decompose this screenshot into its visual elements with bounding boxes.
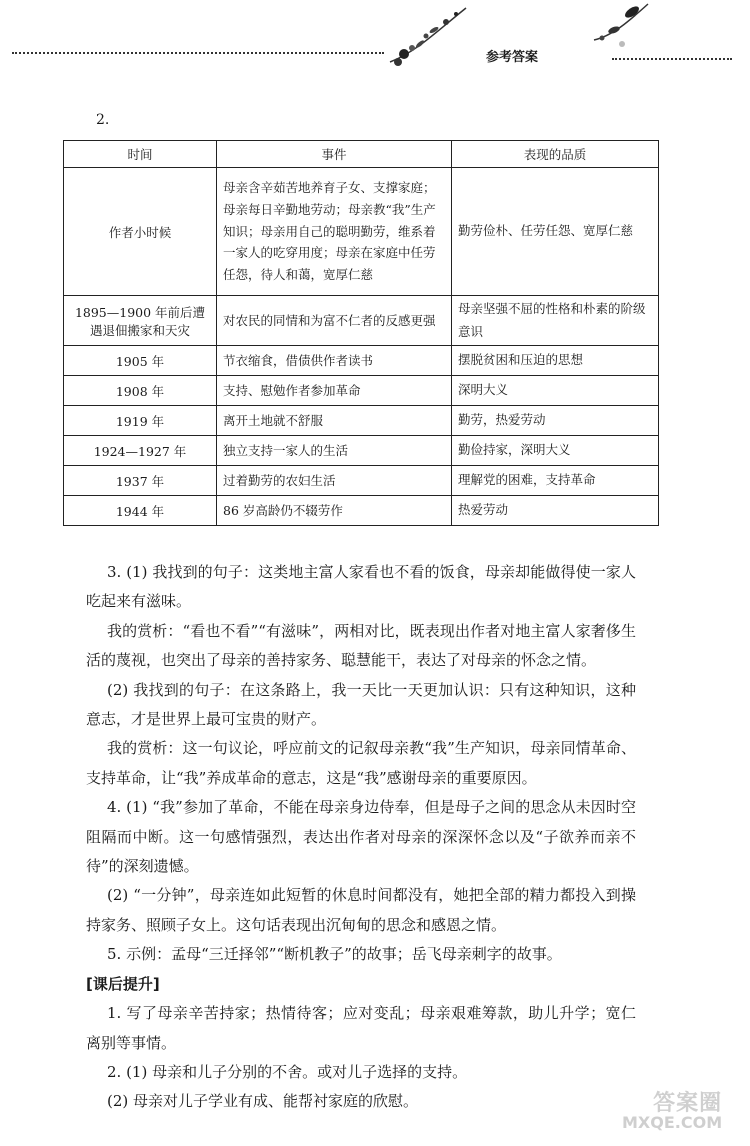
table-row — [64, 436, 659, 466]
header-event: 事件 — [217, 141, 452, 168]
table-row — [64, 376, 659, 406]
watermark-line2: MXQE.COM — [622, 1113, 723, 1132]
time-cell: 作者小时候 — [64, 168, 217, 296]
table-row — [64, 168, 659, 296]
table-row — [64, 406, 659, 436]
answer-paragraph: 2. (1) 母亲和儿子分别的不舍。或对儿子选择的支持。 — [107, 1062, 468, 1081]
event-cell: 独立支持一家人的生活 — [217, 436, 452, 466]
watermark-line1: 答案圈 — [653, 1091, 723, 1116]
header-time: 时间 — [64, 141, 217, 168]
quality-cell: 深明大义 — [452, 376, 659, 406]
quality-cell: 热爱劳动 — [452, 496, 659, 526]
event-cell: 节衣缩食，借债供作者读书 — [217, 346, 452, 376]
question-number: 2. — [96, 112, 110, 128]
section-heading: [课后提升] — [86, 974, 160, 993]
quality-cell: 勤劳，热爱劳动 — [452, 406, 659, 436]
answer-paragraph: 我的赏析：这一句议论，呼应前文的记叙母亲教“我”生产知识，母亲同情革命、支持革命，让“我”养成革命的意志，这是“我”感谢母亲的重要原因。 — [86, 739, 636, 787]
flower-branch-icon — [386, 2, 476, 72]
time-cell: 1919 年 — [64, 406, 217, 436]
time-cell: 1895—1900 年前后遭遇退佃搬家和天灾 — [64, 296, 217, 346]
table-row — [64, 296, 659, 346]
flower-branch-icon-right — [592, 0, 652, 56]
table-header-row — [64, 141, 659, 168]
answer-paragraph: (2) 母亲对儿子学业有成、能帮衬家庭的欣慰。 — [107, 1092, 419, 1111]
answer-paragraph: 1. 写了母亲辛苦持家；热情待客；应对变乱；母亲艰难筹款，助儿升学；宽仁离别等事情。 — [86, 1004, 636, 1052]
events-table — [63, 140, 659, 526]
time-cell: 1944 年 — [64, 496, 217, 526]
quality-cell: 勤俭持家，深明大义 — [452, 436, 659, 466]
event-cell: 过着勤劳的农妇生活 — [217, 466, 452, 496]
watermark — [622, 1086, 722, 1132]
answer-body — [86, 558, 636, 1117]
time-cell: 1924—1927 年 — [64, 436, 217, 466]
time-cell: 1937 年 — [64, 466, 217, 496]
event-cell: 离开土地就不舒服 — [217, 406, 452, 436]
header-quality: 表现的品质 — [452, 141, 659, 168]
time-cell: 1908 年 — [64, 376, 217, 406]
event-cell: 母亲含辛茹苦地养育子女、支撑家庭；母亲每日辛勤地劳动；母亲教“我”生产知识；母亲用自己的聪明勤劳，维系着一家人的吃穿用度；母亲在家庭中任劳任怨，待人和蔼，宽厚仁慈 — [217, 168, 452, 296]
header-dotted-line — [12, 52, 384, 54]
event-cell: 86 岁高龄仍不辍劳作 — [217, 496, 452, 526]
quality-cell: 勤劳俭朴、任劳任怨、宽厚仁慈 — [452, 168, 659, 296]
header-title: 参考答案 — [486, 50, 539, 65]
time-cell: 1905 年 — [64, 346, 217, 376]
answer-paragraph: 4. (1) “我”参加了革命，不能在母亲身边侍奉，但是母子之间的思念从未因时空阻隔而中断。这一句感情强烈，表达出作者对母亲的深深怀念以及“子欲养而亲不待”的深刻遗憾。 — [86, 798, 636, 876]
quality-cell: 摆脱贫困和压迫的思想 — [452, 346, 659, 376]
quality-cell: 母亲坚强不屈的性格和朴素的阶级意识 — [452, 296, 659, 346]
event-cell: 支持、慰勉作者参加革命 — [217, 376, 452, 406]
header-dotted-line-right — [612, 58, 732, 60]
answer-paragraph: (2) “一分钟”，母亲连如此短暂的休息时间都没有，她把全部的精力都投入到操持家务、照顾子女上。这句话表现出沉甸甸的思念和感恩之情。 — [86, 886, 636, 934]
table-row — [64, 346, 659, 376]
table-row — [64, 466, 659, 496]
quality-cell: 理解党的困难，支持革命 — [452, 466, 659, 496]
answer-paragraph: (2) 我找到的句子：在这条路上，我一天比一天更加认识：只有这种知识，这种意志，才是世界上最可宝贵的财产。 — [86, 680, 636, 729]
event-cell: 对农民的同情和为富不仁者的反感更强 — [217, 296, 452, 346]
table-row — [64, 496, 659, 526]
answer-paragraph: 3. (1) 我找到的句子：这类地主富人家看也不看的饭食，母亲却能做得使一家人吃起来有滋味。 — [86, 563, 636, 611]
answer-paragraph: 5. 示例：孟母“三迁择邻”“断机教子”的故事；岳飞母亲刺字的故事。 — [107, 945, 562, 964]
answer-paragraph: 我的赏析：“看也不看”“有滋味”，两相对比，既表现出作者对地主富人家奢侈生活的蔑视，也突出了母亲的善持家务、聪慧能干，表达了对母亲的怀念之情。 — [86, 621, 636, 670]
